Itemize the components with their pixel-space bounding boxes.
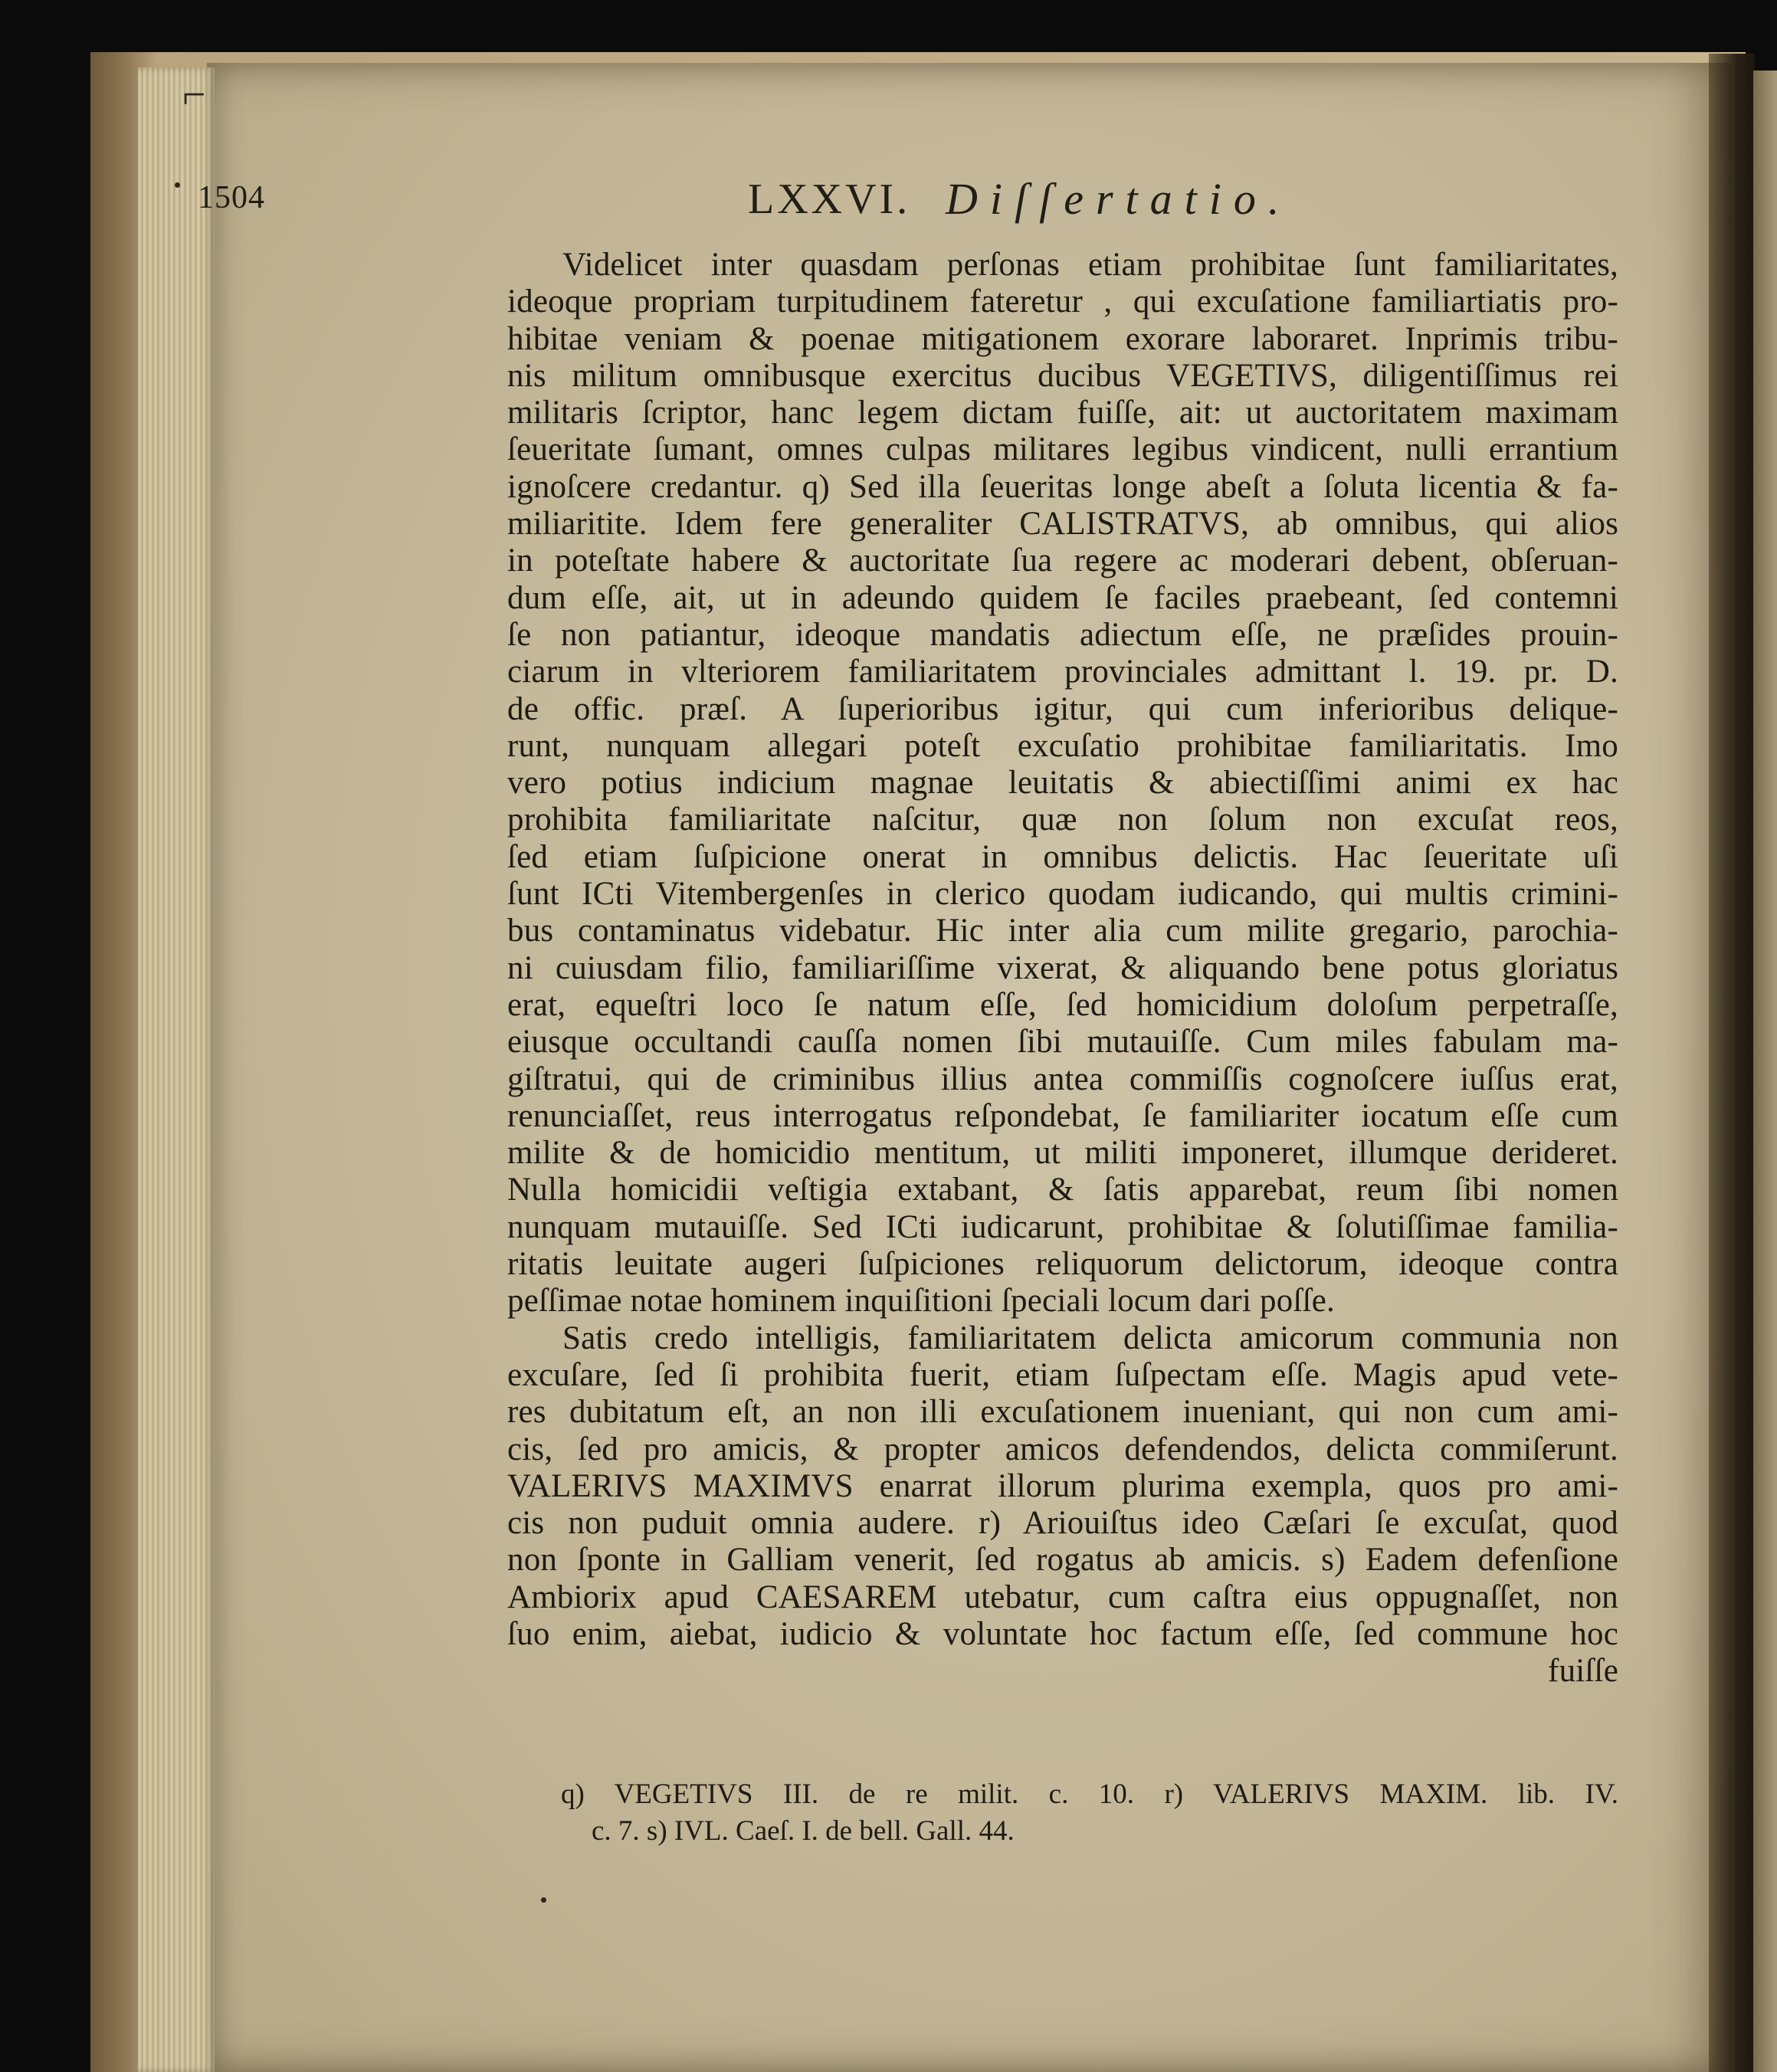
text-line: milite & de homicidio mentitum, ut militi imponeret, illumque derideret. [507, 1135, 1618, 1172]
text-line: ritatis leuitate augeri ſuſpiciones reliquorum delictorum, ideoque contra [507, 1246, 1618, 1283]
running-title: Diſſertatio. [946, 174, 1292, 224]
text-line: de offic. præſ. A ſuperioribus igitur, qui cum inferioribus delique- [507, 690, 1618, 727]
text-line: peſſimae notae hominem inquiſitioni ſpeciali locum dari poſſe. [507, 1283, 1335, 1320]
text-line: renunciaſſet, reus interrogatus reſpondebat, ſe familiariter iocatum eſſe cum [507, 1097, 1618, 1134]
text-line: Ambiorix apud CAESAREM utebatur, cum caſtra eius oppugnaſſet, non [507, 1579, 1618, 1615]
text-line: in poteſtate habere & auctoritate ſua regere ac moderari debent, obſeruan- [507, 543, 1618, 579]
body-text [507, 247, 1618, 1690]
facing-page-edge [1753, 70, 1777, 2072]
text-line: eiusque occultandi cauſſa nomen ſibi mutauiſſe. Cum miles fabulam ma- [507, 1024, 1618, 1061]
running-head [198, 173, 1654, 227]
text-line: ignoſcere credantur. q) Sed illa ſeueritas longe abeſt a ſoluta licentia & fa- [507, 468, 1618, 505]
page-number: 1504 [198, 180, 265, 215]
page-fore-edge [138, 67, 215, 2072]
text-line: Videlicet inter quasdam perſonas etiam prohibitae ſunt familiaritates, [562, 247, 1618, 283]
text-line: cis non puduit omnia audere. r) Ariouiſtus ideo Cæſari ſe excuſat, quod [507, 1505, 1618, 1542]
text-line: excuſare, ſed ſi prohibita fuerit, etiam ſuſpectam eſſe. Magis apud vete- [507, 1356, 1618, 1393]
text-line: VALERIVS MAXIMVS enarrat illorum plurima exempla, quos pro ami- [507, 1467, 1618, 1504]
text-line: ideoque propriam turpitudinem fateretur , qui excuſatione familiartiatis pro- [507, 284, 1618, 320]
book-gutter [1709, 54, 1755, 2072]
text-line: non ſponte in Galliam venerit, ſed rogatus ab amicis. s) Eadem defenſione [507, 1542, 1618, 1579]
text-line: res dubitatum eſt, an non illi excuſationem inueniant, qui non cum ami- [507, 1394, 1618, 1431]
text-line: ni cuiusdam filio, familiariſſime vixerat, & aliquando bene potus gloriatus [507, 949, 1618, 986]
text-line: vero potius indicium magnae leuitatis & abiectiſſimi animi ex hac [507, 765, 1618, 802]
text-line: dum eſſe, ait, ut in adeundo quidem ſe faciles praebeant, ſed contemni [507, 579, 1618, 616]
footnotes [507, 1776, 1618, 1850]
text-line: bus contaminatus videbatur. Hic inter alia cum milite gregario, parochia- [507, 913, 1618, 949]
text-line: ſed etiam ſuſpicione onerat in omnibus delictis. Hac ſeueritate uſi [507, 838, 1618, 875]
text-line: ſunt ICti Vitembergenſes in clerico quodam iudicando, qui multis crimini- [507, 876, 1618, 913]
text-line: ſe non patiantur, ideoque mandatis adiectum eſſe, ne præſides prouin- [507, 616, 1618, 653]
text-line: ſuo enim, aiebat, iudicio & voluntate hoc factum eſſe, ſed commune hoc [507, 1615, 1618, 1652]
text-line: Nulla homicidii veſtigia extabant, & ſatis apparebat, reum ſibi nomen [507, 1172, 1618, 1208]
text-line: ſeueritate ſumant, omnes culpas militares legibus vindicent, nulli errantium [507, 431, 1618, 468]
text-line: fuiſſe [1548, 1653, 1618, 1690]
footnote-line: c. 7. s) IVL. Caeſ. I. de bell. Gall. 44. [592, 1815, 1015, 1847]
text-line: runt, nunquam allegari poteſt excuſatio prohibitae familiaritatis. Imo [507, 727, 1618, 764]
text-line: erat, equeſtri loco ſe natum eſſe, ſed homicidium doloſum perpetraſſe, [507, 986, 1618, 1023]
text-line: ciarum in vlteriorem familiaritatem provinciales admittant l. 19. pr. D. [507, 654, 1618, 690]
text-line: prohibita familiaritate naſcitur, quæ non ſolum non excuſat reos, [507, 802, 1618, 838]
text-line: giſtratui, qui de criminibus illius antea commiſſis cognoſcere iuſſus erat, [507, 1061, 1618, 1097]
text-line: miliaritite. Idem fere generaliter CALISTRATVS, ab omnibus, qui alios [507, 506, 1618, 543]
text-line: militaris ſcriptor, hanc legem dictam fuiſſe, ait: ut auctoritatem maximam [507, 395, 1618, 431]
footnote-line: q) VEGETIVS III. de re milit. c. 10. r) VALERIVS MAXIM. lib. IV. [561, 1779, 1618, 1810]
dissertation-number: LXXVI. [748, 175, 911, 223]
text-line: nunquam mutauiſſe. Sed ICti iudicarunt, prohibitae & ſolutiſſimae familia- [507, 1208, 1618, 1245]
text-line: Satis credo intelligis, familiaritatem delicta amicorum communia non [562, 1320, 1618, 1356]
text-line: hibitae veniam & poenae mitigationem exorare laboraret. Inprimis tribu- [507, 320, 1618, 357]
text-line: nis militum omnibusque exercitus ducibus VEGETIVS, diligentiſſimus rei [507, 357, 1618, 394]
text-line: cis, ſed pro amicis, & propter amicos defendendos, delicta commiſerunt. [507, 1431, 1618, 1467]
ink-dot [541, 1897, 546, 1903]
margin-dot [175, 182, 180, 188]
margin-mark: ⌐ [182, 71, 206, 117]
